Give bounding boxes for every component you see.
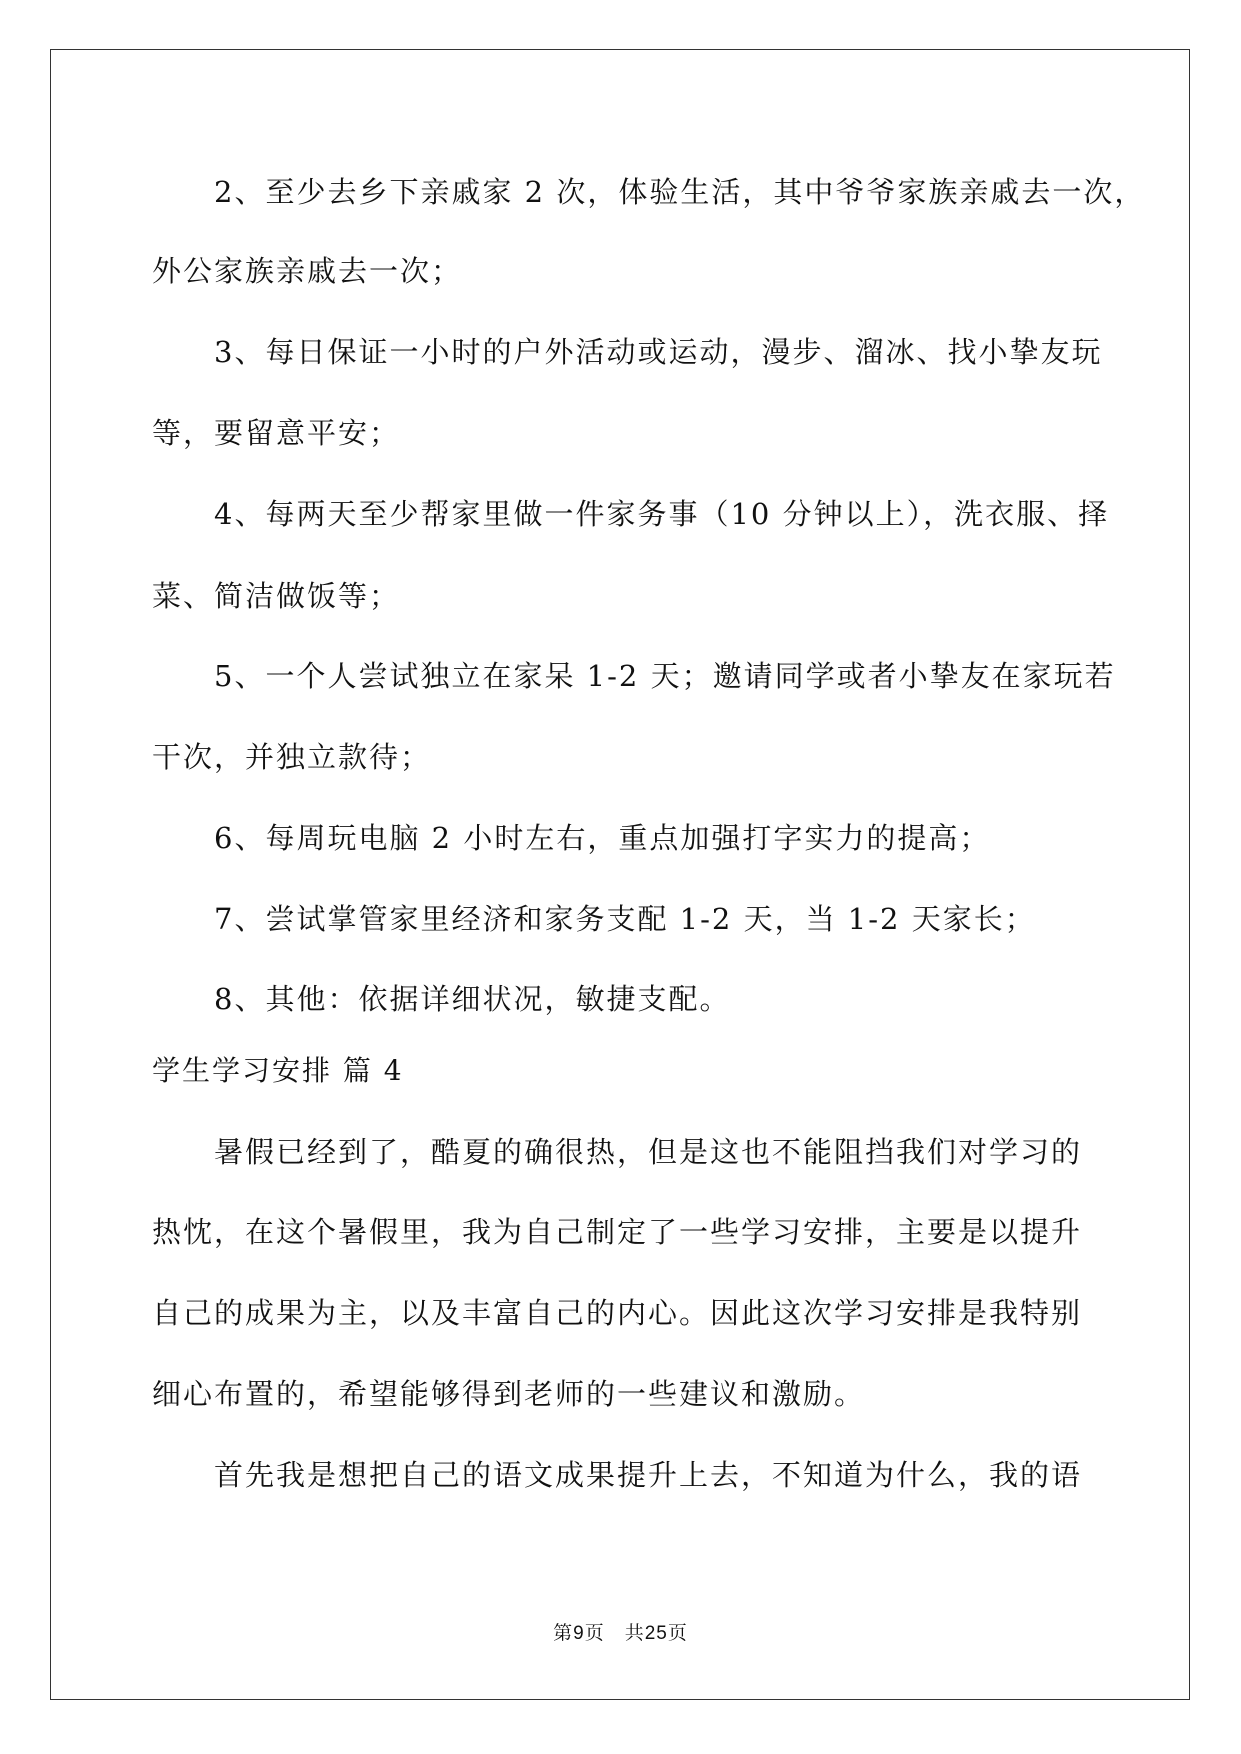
paragraph-line: 6、每周玩电脑 2 小时左右，重点加强打字实力的提高；	[214, 821, 991, 855]
page-prefix: 第	[553, 1622, 574, 1644]
paragraph-line: 自己的成果为主，以及丰富自己的内心。因此这次学习安排是我特别	[152, 1296, 1083, 1330]
paragraph-line: 菜、简洁做饭等；	[152, 579, 401, 613]
section-heading: 学生学习安排 篇 4	[152, 1054, 404, 1087]
page-mid: 页 共	[584, 1622, 645, 1644]
paragraph-line: 5、一个人尝试独立在家呆 1-2 天；邀请同学或者小挚友在家玩若	[214, 659, 1116, 693]
page-suffix: 页	[667, 1622, 688, 1644]
paragraph-line: 等，要留意平安；	[152, 416, 401, 450]
page-total: 25	[644, 1623, 668, 1644]
paragraph-line: 首先我是想把自己的语文成果提升上去，不知道为什么，我的语	[214, 1458, 1083, 1492]
paragraph-line: 干次，并独立款待；	[152, 740, 432, 774]
paragraph-line: 3、每日保证一小时的户外活动或运动，漫步、溜冰、找小挚友玩	[214, 335, 1103, 369]
paragraph-line: 7、尝试掌管家里经济和家务支配 1-2 天，当 1-2 天家长；	[214, 902, 1036, 936]
paragraph-line: 外公家族亲戚去一次；	[152, 254, 463, 288]
page-border	[50, 49, 1190, 1700]
paragraph-line: 4、每两天至少帮家里做一件家务事（10 分钟以上），洗衣服、择	[214, 497, 1110, 531]
paragraph-line: 细心布置的，希望能够得到老师的一些建议和激励。	[152, 1377, 866, 1411]
paragraph-line: 2、至少去乡下亲戚家 2 次，体验生活，其中爷爷家族亲戚去一次，	[214, 175, 1146, 209]
paragraph-line: 8、其他：依据详细状况，敏捷支配。	[214, 982, 731, 1016]
paragraph-line: 暑假已经到了，酷夏的确很热，但是这也不能阻挡我们对学习的	[214, 1135, 1083, 1169]
page-current: 9	[573, 1623, 585, 1644]
paragraph-line: 热忱，在这个暑假里，我为自己制定了一些学习安排，主要是以提升	[152, 1215, 1083, 1249]
page-footer	[0, 1618, 1241, 1645]
